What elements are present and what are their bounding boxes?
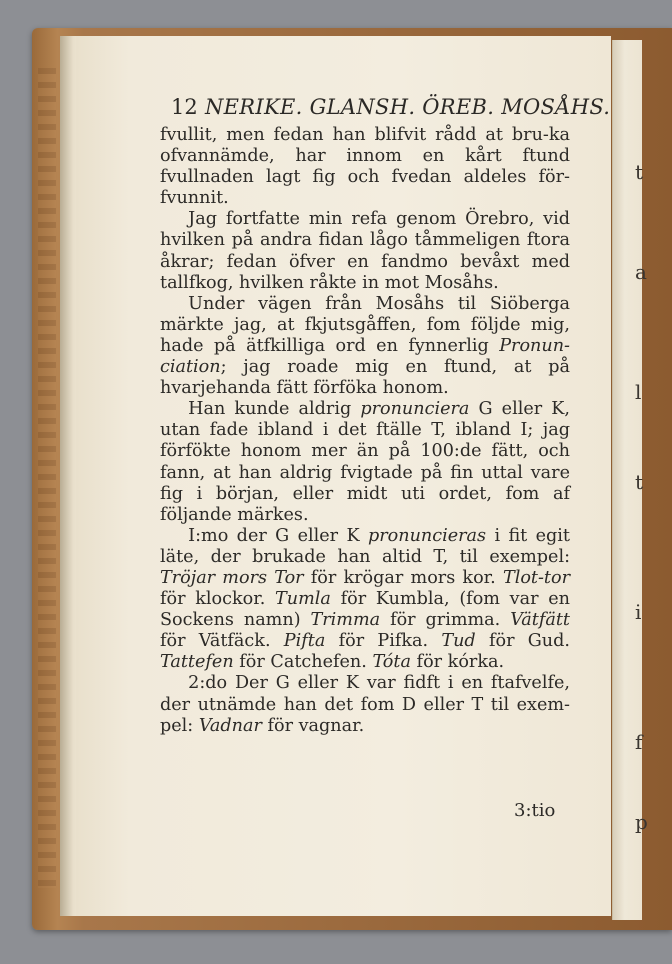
italic-term: pronuncieras — [367, 525, 487, 546]
paragraph-p6 — [160, 673, 570, 736]
italic-term: Tumla — [275, 589, 331, 610]
text-run: för kórka. — [410, 652, 505, 673]
italic-term: Vadnar — [198, 715, 262, 736]
paragraph-p4 — [160, 399, 570, 526]
italic-term: pronunciera — [360, 399, 470, 420]
italic-term: Tóta — [372, 652, 411, 673]
text-run: Han kunde aldrig — [188, 399, 361, 420]
text-run: fvullit, men fedan han blifvit rådd at bru-ka ofvannämde, har innom en kårt ftund fvullnaden lagt fig och fvedan aldeles för-fvunnit. — [160, 125, 570, 209]
text-run: för klockor. — [160, 589, 276, 610]
text-run: för Vätfäck. — [160, 631, 284, 652]
paragraph-p1 — [160, 125, 570, 209]
text-run: för Gud. — [475, 631, 570, 652]
next-page-fragment: l — [635, 380, 642, 404]
next-page-fragment: t — [635, 470, 644, 494]
italic-term: Tlot-tor — [502, 567, 570, 588]
italic-term: Pronun-ciation — [160, 335, 570, 378]
next-page-fragment: t — [635, 160, 644, 184]
catchword: 3:tio — [514, 800, 556, 821]
text-run: för krögar mors kor. — [303, 567, 503, 588]
text-run: Jag fortfatte min refa genom Örebro, vid hvilken på andra fidan lågo tåmmeligen ftora åkrar; fedan öfver en fandmo bevåxt med tallfkog, hvilken råkte in mot Mosåhs. — [160, 209, 570, 293]
next-page-fragment: i — [635, 600, 642, 624]
paragraph-p3 — [160, 294, 570, 399]
text-run: i fit egit läte, der brukade han altid T, til exempel: — [160, 525, 570, 567]
running-header — [171, 95, 611, 125]
text-run: I:mo der G eller K — [188, 525, 368, 546]
italic-term: Trimma — [310, 610, 381, 631]
text-run: 2:do Der G eller K var fidft i en ftafvelfe, der utnämde han det fom D eller T til exem-pel: — [160, 673, 570, 736]
italic-term: Vätfätt — [510, 610, 570, 631]
page-number: 12 — [171, 95, 198, 119]
text-run: för vagnar. — [261, 715, 365, 736]
next-page-fragment: f — [635, 730, 643, 754]
page-body — [160, 125, 570, 737]
next-page-edge — [612, 40, 648, 920]
paragraph-p2 — [160, 209, 570, 293]
text-run: ; jag roade mig en ftund, at på hvarjehanda fätt förföka honom. — [160, 357, 570, 399]
running-title: NERIKE. GLANSH. ÖREB. MOSÅHS. — [205, 95, 611, 119]
italic-term: Tud — [441, 631, 476, 652]
text-run: Under vägen från Mosåhs til Siöberga märkte jag, at fkjutsgåffen, fom följde mig, hade på ätfkilliga ord en fynnerlig — [160, 293, 570, 356]
text-run: för Kumbla, (fom var en Sockens namn) — [160, 589, 570, 631]
italic-term: Pifta — [283, 631, 326, 652]
paragraph-p5 — [160, 526, 570, 674]
italic-term: Tröjar mors Tor — [160, 567, 304, 588]
text-run: G eller K, utan fade ibland i det ftälle T, ibland I; jag förfökte honom mer än på 100:de fätt, och fann, at han aldrig fvigtade på fin uttal vare fig i början, eller midt uti ordet, fom af följande märkes. — [160, 399, 570, 525]
italic-term: Tattefen — [160, 652, 234, 673]
text-run: för Pifka. — [325, 631, 442, 652]
next-page-fragment: a — [635, 260, 647, 284]
next-page-fragment: p — [635, 810, 648, 834]
text-run: för Catchefen. — [233, 652, 373, 673]
text-run: för grimma. — [380, 610, 511, 631]
